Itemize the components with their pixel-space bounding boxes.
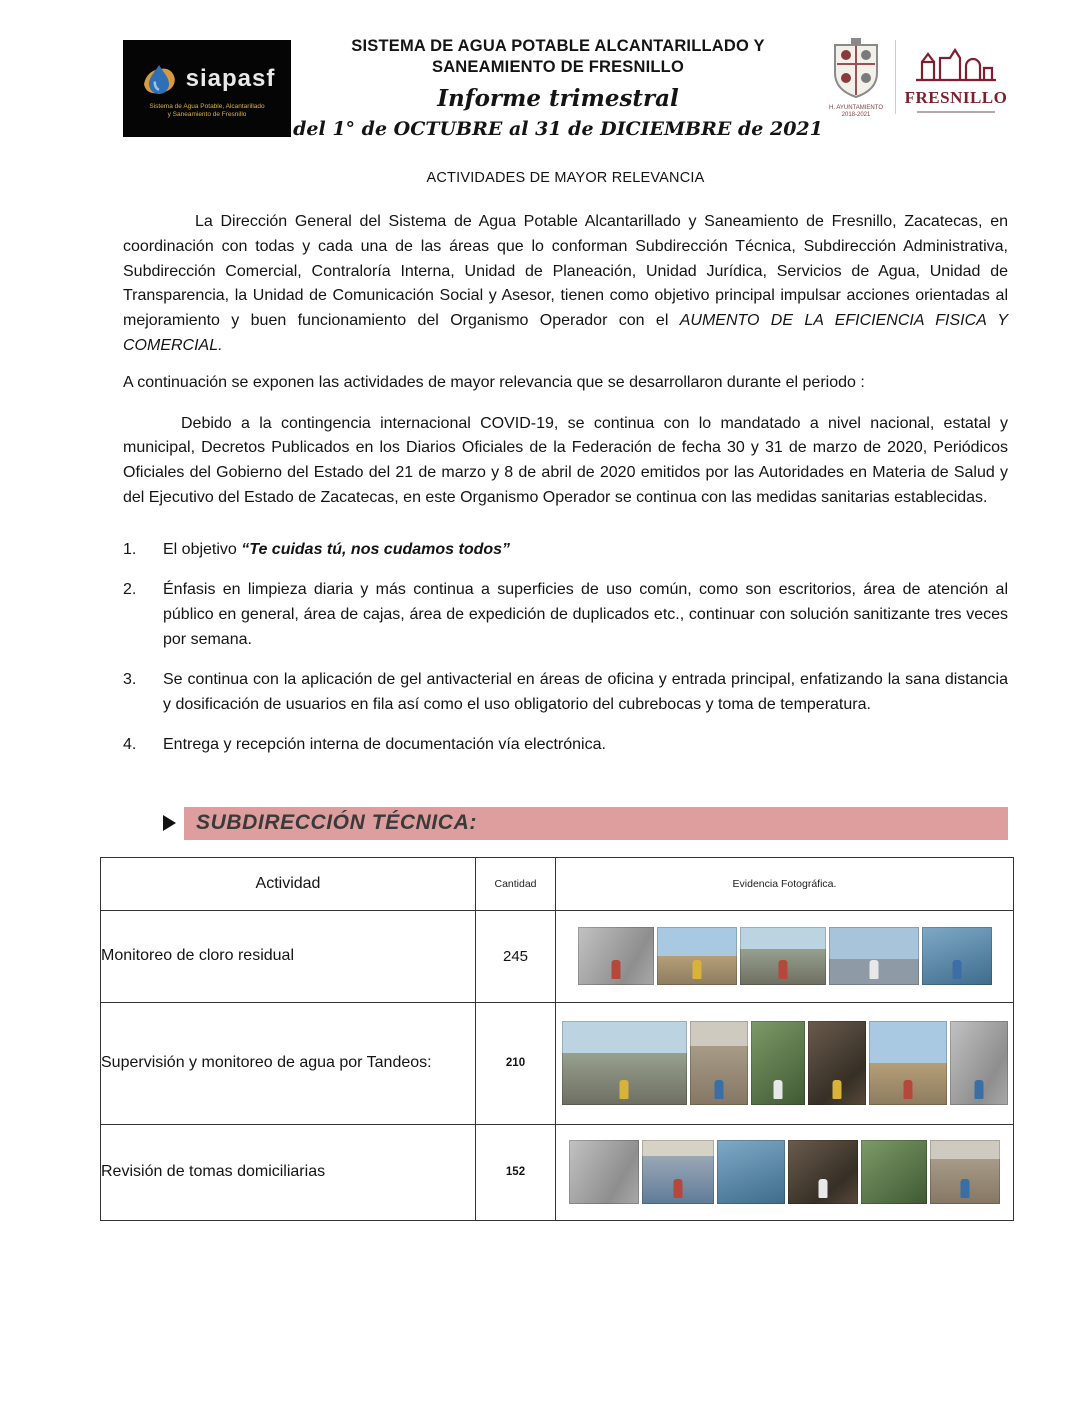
water-drop-icon (139, 59, 179, 99)
photo-placeholder (569, 1140, 639, 1204)
column-header-cantidad: Cantidad (476, 857, 556, 910)
org-title-line2: SANEAMIENTO DE FRESNILLO (431, 58, 684, 76)
photo-placeholder (930, 1140, 1000, 1204)
crest-shield-icon (829, 38, 883, 100)
photo-placeholder (808, 1021, 866, 1105)
photo-placeholder (740, 927, 826, 985)
photo-placeholder (690, 1021, 748, 1105)
activities-heading: ACTIVIDADES DE MAYOR RELEVANCIA (426, 170, 705, 186)
org-title-line1: SISTEMA DE AGUA POTABLE ALCANTARILLADO Y (351, 37, 765, 55)
list-item-text (163, 732, 1008, 757)
header (123, 36, 1008, 140)
photo-placeholder (861, 1140, 927, 1204)
list-item-main: Se continua con la aplicación de gel antivacterial en áreas de oficina y entrada principal, enfatizando la sana distancia y dosificación de usuarios en fila así como el uso obligatorio del cubrebocas y toma de temperatura. (163, 670, 1008, 713)
siapasf-logo (123, 40, 291, 137)
header-titles (291, 36, 825, 140)
list-item-main: Entrega y recepción interna de documentación vía electrónica. (163, 735, 606, 753)
siapasf-logo-name: siapasf (185, 64, 276, 92)
photo-placeholder (829, 927, 919, 985)
photo-placeholder (717, 1140, 785, 1204)
activities-list (123, 537, 1008, 757)
list-item-main: El objetivo (163, 540, 242, 558)
activity-name: Supervisión y monitoreo de agua por Tandeos: (101, 1002, 476, 1124)
list-item-number: 1. (123, 540, 137, 558)
photo-placeholder (788, 1140, 858, 1204)
arrowhead-right-icon (163, 815, 176, 831)
paragraph-continuacion: A continuación se exponen las actividades de mayor relevancia que se desarrollaron durante el periodo : (123, 373, 865, 391)
siapasf-tagline-line2: y Saneamiento de Fresnillo (167, 110, 247, 118)
logo-divider (895, 40, 896, 114)
activity-evidence (556, 910, 1014, 1002)
list-item-number: 4. (123, 735, 137, 753)
activity-name: Revisión de tomas domiciliarias (101, 1124, 476, 1220)
table-header-row (101, 857, 1014, 910)
fresnillo-building-icon (914, 38, 998, 82)
list-item-text (163, 537, 1008, 562)
list-item (123, 537, 1008, 562)
photo-strip (556, 1140, 1013, 1204)
column-header-actividad: Actividad (101, 857, 476, 910)
activities-table (100, 857, 1014, 1221)
photo-placeholder (922, 927, 992, 985)
list-item (123, 732, 1008, 757)
photo-placeholder (657, 927, 737, 985)
list-item (123, 577, 1008, 652)
section-heading-subdireccion-tecnica (163, 807, 1008, 840)
paragraph-intro-emphasis: AUMENTO DE LA EFICIENCIA FISICA Y COMERCIAL. (123, 312, 1008, 354)
photo-strip (556, 1021, 1013, 1105)
list-item-number: 3. (123, 670, 137, 688)
activity-name: Monitoreo de cloro residual (101, 910, 476, 1002)
list-item-text (163, 577, 1008, 652)
activity-evidence (556, 1002, 1014, 1124)
ayuntamiento-crest-logo (825, 38, 887, 119)
paragraph-introduction (123, 210, 1008, 359)
photo-strip (556, 927, 1013, 985)
photo-placeholder (950, 1021, 1008, 1105)
report-period: del 1° de OCTUBRE al 31 de DICIEMBRE de 2021 (293, 118, 823, 140)
section-heading-title: SUBDIRECCIÓN TÉCNICA: (184, 807, 1008, 840)
siapasf-logo-tagline (149, 103, 264, 119)
column-header-evidencia: Evidencia Fotográfica. (556, 857, 1014, 910)
activity-count: 245 (476, 910, 556, 1002)
activity-evidence (556, 1124, 1014, 1220)
header-logos-right (825, 36, 1008, 119)
crest-caption-line1: H. AYUNTAMIENTO (828, 105, 883, 111)
photo-placeholder (869, 1021, 947, 1105)
paragraph-covid: Debido a la contingencia internacional COVID-19, se continua con lo mandatado a nivel nacional, estatal y municipal, Decretos Publicados en los Diarios Oficiales de la Federación de fecha 30 y 31 de marzo de 2020, Periódicos Oficiales del Gobierno del Estado del 21 de marzo y 8 de abril de 2020 emitidos por las Autoridades en Materia de Salud y del Ejecutivo del Estado de Zacatecas, en este Organismo Operador se continua con las medidas sanitarias establecidas. (123, 414, 1008, 506)
table-row (101, 1124, 1014, 1220)
photo-placeholder (578, 927, 654, 985)
org-title (291, 36, 825, 78)
report-title: Informe trimestral (437, 85, 679, 112)
table-row (101, 910, 1014, 1002)
table-row (101, 1002, 1014, 1124)
list-item-main: Énfasis en limpieza diaria y más continua a superficies de uso común, como son escritorios, área de atención al público en general, área de cajas, área de expedición de duplicados etc., continuar con solución sanitizante tres veces por semana. (163, 580, 1008, 648)
photo-placeholder (562, 1021, 687, 1105)
list-item (123, 667, 1008, 717)
photo-placeholder (642, 1140, 714, 1204)
activity-count: 152 (476, 1124, 556, 1220)
activity-count: 210 (476, 1002, 556, 1124)
paragraph-intro-main: La Dirección General del Sistema de Agua Potable Alcantarillado y Saneamiento de Fresnillo, Zacatecas, en coordinación con todas y cada una de las áreas que lo conforman Subdirección Técnica, Subdirección Administrativa, Subdirección Comercial, Contraloría Interna, Unidad de Planeación, Unidad Jurídica, Servicios de Agua, Unidad de Transparencia, la Unidad de Comunicación Social y Asesor, tienen como objetivo principal impulsar acciones orientadas al mejoramiento y buen funcionamiento del Organismo Operador con el (123, 213, 1008, 330)
siapasf-tagline-line1: Sistema de Agua Potable, Alcantarillado (149, 102, 265, 110)
photo-placeholder (751, 1021, 805, 1105)
fresnillo-logo-name: FRESNILLO (904, 88, 1008, 107)
fresnillo-logo (904, 38, 1008, 113)
crest-caption-line2: 2018-2021 (841, 112, 871, 118)
list-item-quote: “Te cuidas tú, nos cudamos todos” (241, 540, 511, 558)
list-item-text (163, 667, 1008, 717)
list-item-number: 2. (123, 580, 137, 598)
fresnillo-logo-tagline-line (917, 111, 995, 113)
